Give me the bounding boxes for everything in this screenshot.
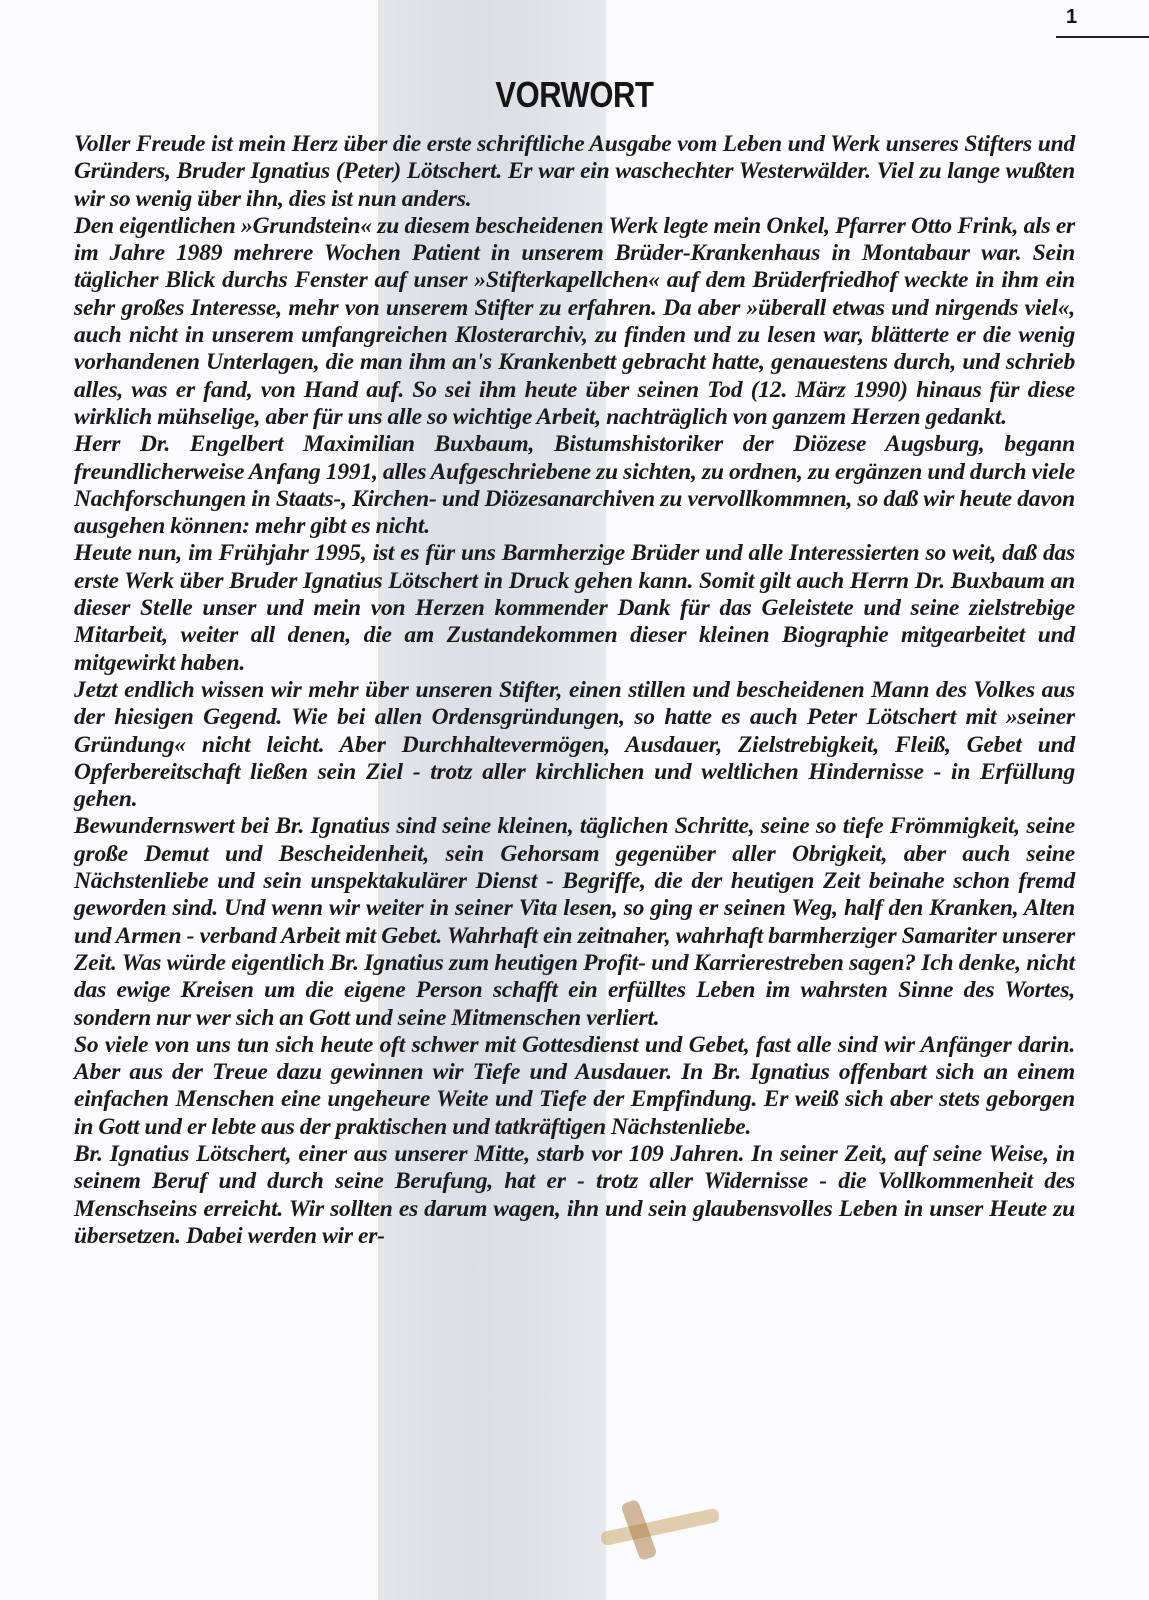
page-number: 1 [1066, 6, 1078, 28]
paragraph: Heute nun, im Frühjahr 1995, ist es für uns Barmherzige Brüder und alle Interessierten so weit, daß das erste Werk über Bruder Ignatius Lötschert in Druck gehen kann. Somit gilt auch Herrn Dr. Buxbaum an dieser Stelle unser und mein von Herzen kommender Dank für das Geleistete und seine zielstrebige Mitarbeit, weiter all denen, die am Zustandekommen dieser kleinen Biographie mitgearbeitet und mitgewirkt haben. [74, 540, 1075, 676]
paragraph: Bewundernswert bei Br. Ignatius sind seine kleinen, täglichen Schritte, seine so tiefe Frömmigkeit, seine große Demut und Bescheidenheit, sein Gehorsam gegenüber aller Obrigkeit, aber auch seine Nächstenliebe und sein unspektakulärer Dienst - Begriffe, die der heutigen Zeit beinahe schon fremd geworden sind. Und wenn wir weiter in seiner Vita lesen, so ging er seinen Weg, half den Kranken, Alten und Armen - verband Arbeit mit Gebet. Wahrhaft ein zeitnaher, wahrhaft barmherziger Samariter unserer Zeit. Was würde eigentlich Br. Ignatius zum heutigen Profit- und Karrierestreben sagen? Ich denke, nicht das ewige Kreisen um die eigene Person schafft ein erfülltes Leben im wahrsten Sinne des Wortes, sondern nur wer sich an Gott und seine Mitmenschen verliert. [74, 813, 1075, 1031]
paragraph: So viele von uns tun sich heute oft schwer mit Gottesdienst und Gebet, fast alle sind wir Anfänger darin. Aber aus der Treue dazu gewinnen wir Tiefe und Ausdauer. In Br. Ignatius offenbart sich an einem einfachen Menschen eine ungeheure Weite und Tiefe der Empfindung. Er weiß sich aber stets geborgen in Gott und er lebte aus der praktischen und tatkräftigen Nächstenliebe. [74, 1031, 1075, 1140]
page-title: VORWORT [495, 74, 654, 115]
header-rule [1056, 36, 1149, 38]
paragraph: Br. Ignatius Lötschert, einer aus unserer Mitte, starb vor 109 Jahren. In seiner Zeit, auf seine Weise, in seinem Beruf und durch seine Berufung, hat er - trotz aller Widernisse - die Vollkommenheit des Menschseins erreicht. Wir sollten es darum wagen, ihn und sein glaubensvolles Leben in unser Heute zu übersetzen. Dabei werden wir er- [74, 1140, 1075, 1249]
paragraph: Den eigentlichen »Grundstein« zu diesem bescheidenen Werk legte mein Onkel, Pfarrer Otto Frink, als er im Jahre 1989 mehrere Wochen Patient in unserem Brüder-Krankenhaus in Montabaur war. Sein täglicher Blick durchs Fenster auf unser »Stifterkapellchen« auf dem Brüderfriedhof weckte in ihm ein sehr großes Interesse, mehr von unserem Stifter zu erfahren. Da aber »überall etwas und nirgends viel«, auch nicht in unserem umfangreichen Klosterarchiv, zu finden und zu lesen war, blätterte er die wenig vorhandenen Unterlagen, die man ihm an's Krankenbett gebracht hatte, genauestens durch, und schrieb alles, was er fand, von Hand auf. So sei ihm heute über seinen Tod (12. März 1990) hinaus für diese wirklich mühselige, aber für uns alle so wichtige Arbeit, nachträglich von ganzem Herzen gedankt. [74, 212, 1075, 430]
paragraph: Herr Dr. Engelbert Maximilian Buxbaum, Bistumshistoriker der Diözese Augsburg, begann freundlicherweise Anfang 1991, alles Aufgeschriebene zu sichten, zu ordnen, zu ergänzen und durch viele Nachforschungen in Staats-, Kirchen- und Diözesanarchiven zu vervollkommnen, so daß wir heute davon ausgehen können: mehr gibt es nicht. [74, 431, 1075, 540]
paragraph: Voller Freude ist mein Herz über die erste schriftliche Ausgabe vom Leben und Werk unseres Stifters und Gründers, Bruder Ignatius (Peter) Lötschert. Er war ein waschechter Westerwälder. Viel zu lange wußten wir so wenig über ihn, dies ist nun anders. [74, 131, 1075, 212]
paper-stain [600, 1508, 720, 1547]
paragraph: Jetzt endlich wissen wir mehr über unseren Stifter, einen stillen und bescheidenen Mann des Volkes aus der hiesigen Gegend. Wie bei allen Ordensgründungen, so hatte es auch Peter Lötschert mit »seiner Gründung« nicht leicht. Aber Durchhaltevermögen, Ausdauer, Zielstrebigkeit, Fleiß, Gebet und Opferbereitschaft ließen sein Ziel - trotz aller kirchlichen und weltlichen Hindernisse - in Erfüllung gehen. [74, 676, 1075, 813]
body-text [74, 131, 1075, 1250]
